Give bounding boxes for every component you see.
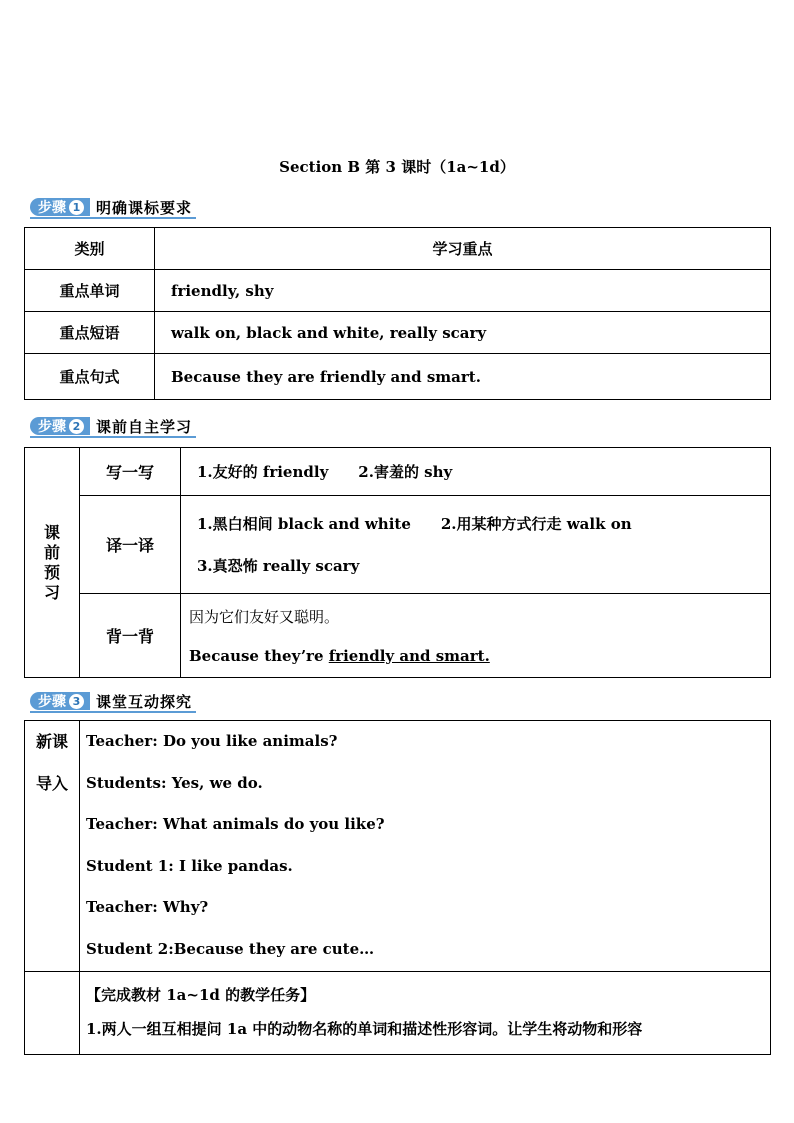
dialogue-line: Student 2:Because they are cute… xyxy=(86,939,375,958)
table-row xyxy=(25,354,771,400)
preview-side-label xyxy=(25,448,80,678)
step1-number: 1 xyxy=(69,200,84,215)
step1-badge xyxy=(30,198,90,216)
translate-label: 译一译 xyxy=(80,496,181,594)
write-content xyxy=(181,448,771,496)
write-label: 写一写 xyxy=(80,448,181,496)
answer-prefix: Because they’re xyxy=(189,646,329,665)
content-line xyxy=(181,637,770,675)
preview-table xyxy=(24,447,771,678)
side-char: 课 xyxy=(43,522,60,542)
step1-badge-text: 步骤 xyxy=(38,200,66,216)
task-line: 1.两人一组互相提问 1a 中的动物名称的单词和描述性形容词。让学生将动物和形容 xyxy=(86,1020,643,1038)
dialogue-line: Students: Yes, we do. xyxy=(86,773,263,792)
row-value: friendly, shy xyxy=(155,270,771,312)
table-row xyxy=(25,448,771,496)
interaction-table xyxy=(24,720,771,1055)
step1-underline xyxy=(30,217,196,219)
table-row xyxy=(25,594,771,678)
header-category: 类别 xyxy=(25,228,155,270)
task-line: 【完成教材 1a~1d 的教学任务】 xyxy=(86,986,316,1004)
dialogue-content xyxy=(80,721,771,972)
page-title: Section B 第 3 课时（1a~1d） xyxy=(279,158,515,176)
dialogue-line: Teacher: Why? xyxy=(86,898,209,916)
table-row xyxy=(25,972,771,1055)
step2-label: 课前自主学习 xyxy=(96,417,193,436)
step2-badge-text: 步骤 xyxy=(38,419,66,435)
translate-content xyxy=(181,496,771,594)
row-category: 重点单词 xyxy=(25,270,155,312)
step3-badge xyxy=(30,692,90,710)
content-line: 1.黑白相间 black and white 2.用某种方式行走 walk on xyxy=(197,514,632,533)
lead-in-line: 新课 xyxy=(35,732,68,751)
row-value: Because they are friendly and smart. xyxy=(155,354,771,400)
side-char: 习 xyxy=(43,582,60,602)
row-value: walk on, black and white, really scary xyxy=(155,312,771,354)
step2-header xyxy=(30,416,192,436)
lead-in-line: 导入 xyxy=(35,773,68,793)
lead-in-label xyxy=(25,721,80,972)
table-row xyxy=(25,270,771,312)
step2-badge xyxy=(30,417,90,435)
table-row xyxy=(25,228,771,270)
step3-header xyxy=(30,691,192,711)
table-row xyxy=(25,721,771,972)
step2-number: 2 xyxy=(69,419,84,434)
row-category: 重点短语 xyxy=(25,312,155,354)
step3-number: 3 xyxy=(69,694,84,709)
header-focus: 学习重点 xyxy=(155,228,771,270)
recite-content xyxy=(181,594,771,678)
step3-underline xyxy=(30,711,196,713)
step3-label: 课堂互动探究 xyxy=(96,692,193,711)
content-line: 1.友好的 friendly 2.害羞的 shy xyxy=(197,463,453,481)
content-line: 因为它们友好又聪明。 xyxy=(189,607,340,626)
task-left-cell xyxy=(25,972,80,1055)
table-row xyxy=(25,496,771,594)
content-line: 3.真恐怖 really scary xyxy=(197,556,360,575)
step2-underline xyxy=(30,436,196,438)
answer-blank: friendly and smart. xyxy=(328,646,490,665)
step3-badge-text: 步骤 xyxy=(38,694,66,710)
side-char: 预 xyxy=(43,562,60,582)
side-char: 前 xyxy=(43,542,60,562)
dialogue-line: Teacher: What animals do you like? xyxy=(86,815,385,833)
step1-label: 明确课标要求 xyxy=(96,198,193,217)
table-row xyxy=(25,312,771,354)
row-category: 重点句式 xyxy=(25,354,155,400)
dialogue-line: Teacher: Do you like animals? xyxy=(86,732,338,750)
task-content xyxy=(80,972,771,1055)
key-points-table xyxy=(24,227,771,400)
recite-label: 背一背 xyxy=(80,594,181,678)
step1-header xyxy=(30,197,192,217)
dialogue-line: Student 1: I like pandas. xyxy=(86,856,293,875)
